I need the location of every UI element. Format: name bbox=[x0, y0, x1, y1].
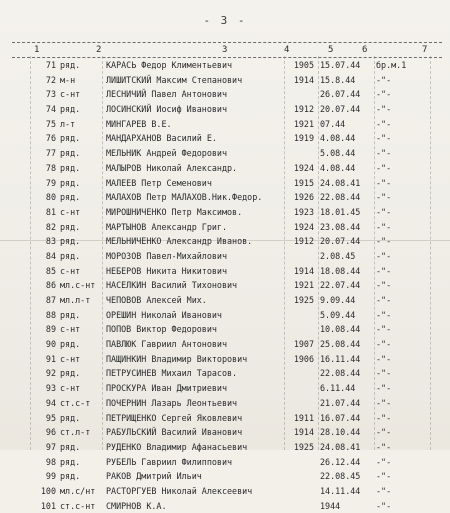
row-name: РУБЕЛЬ Гавриил Филиппович bbox=[106, 456, 233, 467]
row-rank: с-нт bbox=[60, 383, 81, 394]
row-note: -"- bbox=[376, 177, 392, 188]
row-note: -"- bbox=[376, 74, 392, 85]
row-date: 20.07.44 bbox=[320, 104, 361, 115]
header-col-2: 2 bbox=[96, 45, 102, 55]
row-name: НАСЕЛКИН Василий Тихонович bbox=[106, 280, 238, 291]
row-note: -"- bbox=[376, 89, 392, 100]
table-row bbox=[0, 73, 450, 88]
row-rank: ст.с-нт bbox=[60, 500, 96, 511]
page-number: - 3 - bbox=[203, 14, 247, 27]
row-number: 91 bbox=[45, 353, 56, 364]
table-row bbox=[0, 396, 450, 411]
row-name: МЕЛЬНИЧЕНКО Александр Иванов. bbox=[106, 236, 253, 247]
row-note: -"- bbox=[376, 368, 392, 379]
row-note: -"- bbox=[376, 250, 392, 261]
table-row bbox=[0, 117, 450, 132]
row-date: 22.07.44 bbox=[320, 280, 361, 291]
row-date: 6.11.44 bbox=[320, 383, 356, 394]
table-row bbox=[0, 220, 450, 235]
row-rank: ряд. bbox=[60, 368, 81, 379]
row-birth-year: 1925 bbox=[293, 441, 314, 452]
row-number: 73 bbox=[45, 89, 56, 100]
row-rank: ряд. bbox=[60, 471, 81, 482]
row-birth-year: 1911 bbox=[293, 412, 314, 423]
table-row bbox=[0, 455, 450, 470]
row-name: МЕЛЬНИК Андрей Федорович bbox=[106, 148, 228, 159]
row-note: -"- bbox=[376, 221, 392, 232]
table-row bbox=[0, 381, 450, 396]
row-rank: с-нт bbox=[60, 265, 81, 276]
row-rank: с-нт bbox=[60, 324, 81, 335]
row-note: -"- bbox=[376, 265, 392, 276]
row-note: -"- bbox=[376, 162, 392, 173]
row-note: -"- bbox=[376, 383, 392, 394]
row-birth-year: 1919 bbox=[293, 133, 314, 144]
row-rank: ряд. bbox=[60, 339, 81, 350]
row-name: ПАЩИНКИН Владимир Викторович bbox=[106, 353, 248, 364]
row-name: СМИРНОВ К.А. bbox=[106, 500, 167, 511]
row-date: 2.08.45 bbox=[320, 250, 356, 261]
row-name: МИРОШНИЧЕНКО Петр Максимов. bbox=[106, 206, 243, 217]
row-note: -"- bbox=[376, 412, 392, 423]
row-name: ПАВЛЮК Гавриил Антонович bbox=[106, 339, 228, 350]
row-number: 95 bbox=[45, 412, 56, 423]
row-date: 15.8.44 bbox=[320, 74, 356, 85]
header-col-4: 4 bbox=[284, 45, 290, 55]
row-date: 5.09.44 bbox=[320, 309, 356, 320]
row-note: -"- bbox=[376, 339, 392, 350]
row-date: 22.08.45 bbox=[320, 471, 361, 482]
row-note: -"- bbox=[376, 353, 392, 364]
row-note: -"- bbox=[376, 206, 392, 217]
row-date: 16.11.44 bbox=[320, 353, 361, 364]
row-rank: ряд. bbox=[60, 133, 81, 144]
table-row bbox=[0, 337, 450, 352]
table-row bbox=[0, 205, 450, 220]
header-col-3: 3 bbox=[222, 45, 228, 55]
row-name: ПРОСКУРА Иван Дмитриевич bbox=[106, 383, 228, 394]
row-date: 4.08.44 bbox=[320, 133, 356, 144]
row-number: 96 bbox=[45, 427, 56, 438]
table-row bbox=[0, 58, 450, 73]
header-col-1: 1 bbox=[34, 45, 40, 55]
row-rank: ряд. bbox=[60, 456, 81, 467]
row-date: 24.08.41 bbox=[320, 441, 361, 452]
row-name: МИНГАРЕВ В.Е. bbox=[106, 118, 172, 129]
row-date: 1944 bbox=[320, 500, 341, 511]
row-rank: ряд. bbox=[60, 412, 81, 423]
row-note: -"- bbox=[376, 485, 392, 496]
row-rank: с-нт bbox=[60, 353, 81, 364]
row-birth-year: 1906 bbox=[293, 353, 314, 364]
row-rank: с-нт bbox=[60, 89, 81, 100]
row-note: -"- bbox=[376, 133, 392, 144]
row-note: -"- bbox=[376, 104, 392, 115]
row-rank: ряд. bbox=[60, 60, 81, 70]
row-number: 75 bbox=[45, 118, 56, 129]
row-note: -"- bbox=[376, 295, 392, 305]
row-rank: ряд. bbox=[60, 309, 81, 320]
row-number: 80 bbox=[45, 192, 56, 203]
table-row bbox=[0, 469, 450, 484]
table-row bbox=[0, 264, 450, 279]
row-name: ПЕТРИЩЕНКО Сергей Яковлевич bbox=[106, 412, 243, 423]
row-name: МАЛЕЕВ Петр Семенович bbox=[106, 177, 212, 188]
row-date: 4.08.44 bbox=[320, 162, 356, 173]
table-row bbox=[0, 440, 450, 455]
row-date: 22.08.44 bbox=[320, 192, 361, 203]
row-name: МОРОЗОВ Павел-Михайлович bbox=[106, 250, 228, 261]
table-row bbox=[0, 278, 450, 293]
table-row bbox=[0, 411, 450, 426]
row-note: бр.м.1 bbox=[376, 60, 407, 70]
row-date: 18.01.45 bbox=[320, 206, 361, 217]
row-note: -"- bbox=[376, 427, 392, 438]
row-date: 14.11.44 bbox=[320, 485, 361, 496]
row-name: МАЛЫРОВ Николай Александр. bbox=[106, 162, 238, 173]
row-number: 72 bbox=[45, 74, 56, 85]
row-rank: м-н bbox=[60, 74, 76, 85]
row-name: ЛЕСНИЧИЙ Павел Антонович bbox=[106, 89, 228, 100]
row-name: ЧЕПОВОВ Алексей Мих. bbox=[106, 295, 207, 305]
row-birth-year: 1914 bbox=[293, 427, 314, 438]
row-birth-year: 1912 bbox=[293, 236, 314, 247]
row-rank: ряд. bbox=[60, 236, 81, 247]
row-number: 83 bbox=[45, 236, 56, 247]
row-number: 100 bbox=[40, 485, 56, 496]
row-number: 71 bbox=[45, 60, 56, 70]
row-number: 77 bbox=[45, 148, 56, 159]
row-birth-year: 1912 bbox=[293, 104, 314, 115]
row-name: КАРАСЬ Федор Климентьевич bbox=[106, 60, 233, 70]
row-note: -"- bbox=[376, 309, 392, 320]
row-date: 28.10.44 bbox=[320, 427, 361, 438]
row-name: МАРТЫНОВ Александр Григ. bbox=[106, 221, 228, 232]
row-number: 79 bbox=[45, 177, 56, 188]
row-note: -"- bbox=[376, 192, 392, 203]
row-note: -"- bbox=[376, 397, 392, 408]
table-row bbox=[0, 308, 450, 323]
row-name: ПОЧЕРНИН Лазарь Леонтьевич bbox=[106, 397, 238, 408]
row-date: 26.07.44 bbox=[320, 89, 361, 100]
row-birth-year: 1925 bbox=[293, 295, 314, 305]
row-number: 93 bbox=[45, 383, 56, 394]
row-date: 26.12.44 bbox=[320, 456, 361, 467]
row-name: РАБУЛЬСКИЙ Василий Иванович bbox=[106, 427, 243, 438]
row-number: 84 bbox=[45, 250, 56, 261]
row-date: 5.08.44 bbox=[320, 148, 356, 159]
header-col-7: 7 bbox=[422, 45, 428, 55]
table-row bbox=[0, 87, 450, 102]
row-rank: мл.л-т bbox=[60, 295, 91, 305]
row-birth-year: 1923 bbox=[293, 206, 314, 217]
table-row bbox=[0, 293, 450, 308]
table-row bbox=[0, 425, 450, 440]
row-note: -"- bbox=[376, 456, 392, 467]
table-row bbox=[0, 131, 450, 146]
row-birth-year: 1926 bbox=[293, 192, 314, 203]
row-rank: мл.с/нт bbox=[60, 485, 96, 496]
row-note: -"- bbox=[376, 118, 392, 129]
row-number: 101 bbox=[40, 500, 56, 511]
row-number: 87 bbox=[45, 295, 56, 305]
row-birth-year: 1921 bbox=[293, 280, 314, 291]
row-name: РУДЕНКО Владимир Афанасьевич bbox=[106, 441, 248, 452]
row-number: 85 bbox=[45, 265, 56, 276]
row-birth-year: 1915 bbox=[293, 177, 314, 188]
row-birth-year: 1914 bbox=[293, 74, 314, 85]
row-note: -"- bbox=[376, 148, 392, 159]
row-number: 78 bbox=[45, 162, 56, 173]
table-row bbox=[0, 176, 450, 191]
row-rank: ряд. bbox=[60, 162, 81, 173]
row-date: 22.08.44 bbox=[320, 368, 361, 379]
row-birth-year: 1924 bbox=[293, 221, 314, 232]
table-header bbox=[12, 42, 442, 58]
row-note: -"- bbox=[376, 236, 392, 247]
row-rank: с-нт bbox=[60, 206, 81, 217]
row-rank: ряд. bbox=[60, 221, 81, 232]
row-date: 20.07.44 bbox=[320, 236, 361, 247]
row-number: 81 bbox=[45, 206, 56, 217]
row-date: 25.08.44 bbox=[320, 339, 361, 350]
row-number: 82 bbox=[45, 221, 56, 232]
row-name: ЛИШИТСКИЙ Максим Степанович bbox=[106, 74, 243, 85]
header-col-5: 5 bbox=[328, 45, 334, 55]
row-birth-year: 1914 bbox=[293, 265, 314, 276]
row-rank: мл.с-нт bbox=[60, 280, 96, 291]
row-number: 99 bbox=[45, 471, 56, 482]
row-birth-year: 1924 bbox=[293, 162, 314, 173]
row-note: -"- bbox=[376, 280, 392, 291]
row-number: 89 bbox=[45, 324, 56, 335]
row-rank: ряд. bbox=[60, 250, 81, 261]
row-date: 9.09.44 bbox=[320, 295, 356, 305]
row-number: 76 bbox=[45, 133, 56, 144]
row-date: 16.07.44 bbox=[320, 412, 361, 423]
row-name: МАНДАРХАНОВ Василий Е. bbox=[106, 133, 217, 144]
table-row bbox=[0, 366, 450, 381]
table-row bbox=[0, 190, 450, 205]
table-row bbox=[0, 249, 450, 264]
row-number: 88 bbox=[45, 309, 56, 320]
row-date: 07.44 bbox=[320, 118, 346, 129]
row-rank: ряд. bbox=[60, 192, 81, 203]
row-number: 92 bbox=[45, 368, 56, 379]
row-birth-year: 1905 bbox=[293, 60, 314, 70]
row-number: 86 bbox=[45, 280, 56, 291]
table-row bbox=[0, 146, 450, 161]
row-date: 10.08.44 bbox=[320, 324, 361, 335]
header-col-6: 6 bbox=[362, 45, 368, 55]
row-number: 90 bbox=[45, 339, 56, 350]
row-date: 15.07.44 bbox=[320, 60, 361, 70]
table-row bbox=[0, 102, 450, 117]
table-row bbox=[0, 161, 450, 176]
row-rank: ряд. bbox=[60, 104, 81, 115]
row-number: 97 bbox=[45, 441, 56, 452]
row-name: РАСТОРГУЕВ Николай Алексеевич bbox=[106, 485, 253, 496]
row-name: ПОПОВ Виктор Федорович bbox=[106, 324, 217, 335]
row-name: ПЕТРУСИНЕВ Михаил Тарасов. bbox=[106, 368, 238, 379]
row-name: ЛОСИНСКИЙ Иосиф Иванович bbox=[106, 104, 228, 115]
row-rank: ст.с-т bbox=[60, 397, 91, 408]
row-date: 23.08.44 bbox=[320, 221, 361, 232]
row-number: 74 bbox=[45, 104, 56, 115]
row-rank: ст.л-т bbox=[60, 427, 91, 438]
row-number: 98 bbox=[45, 456, 56, 467]
row-note: -"- bbox=[376, 441, 392, 452]
table-body bbox=[0, 58, 450, 513]
row-rank: ряд. bbox=[60, 177, 81, 188]
row-date: 21.07.44 bbox=[320, 397, 361, 408]
row-name: НЕБЕРОВ Никита Никитович bbox=[106, 265, 228, 276]
row-name: МАЛАХОВ Петр МАЛАХОВ.Ник.Федор. bbox=[106, 192, 263, 203]
row-rank: ряд. bbox=[60, 148, 81, 159]
table-row bbox=[0, 499, 450, 513]
table-row bbox=[0, 484, 450, 499]
row-note: -"- bbox=[376, 500, 392, 511]
table-row bbox=[0, 322, 450, 337]
table-row bbox=[0, 234, 450, 249]
row-birth-year: 1907 bbox=[293, 339, 314, 350]
row-name: РАКОВ Дмитрий Ильич bbox=[106, 471, 202, 482]
row-birth-year: 1921 bbox=[293, 118, 314, 129]
row-name: ОРЕШИН Николай Иванович bbox=[106, 309, 222, 320]
row-rank: ряд. bbox=[60, 441, 81, 452]
row-date: 18.08.44 bbox=[320, 265, 361, 276]
row-note: -"- bbox=[376, 471, 392, 482]
row-date: 24.08.41 bbox=[320, 177, 361, 188]
row-note: -"- bbox=[376, 324, 392, 335]
row-rank: л-т bbox=[60, 118, 76, 129]
table-row bbox=[0, 352, 450, 367]
row-number: 94 bbox=[45, 397, 56, 408]
